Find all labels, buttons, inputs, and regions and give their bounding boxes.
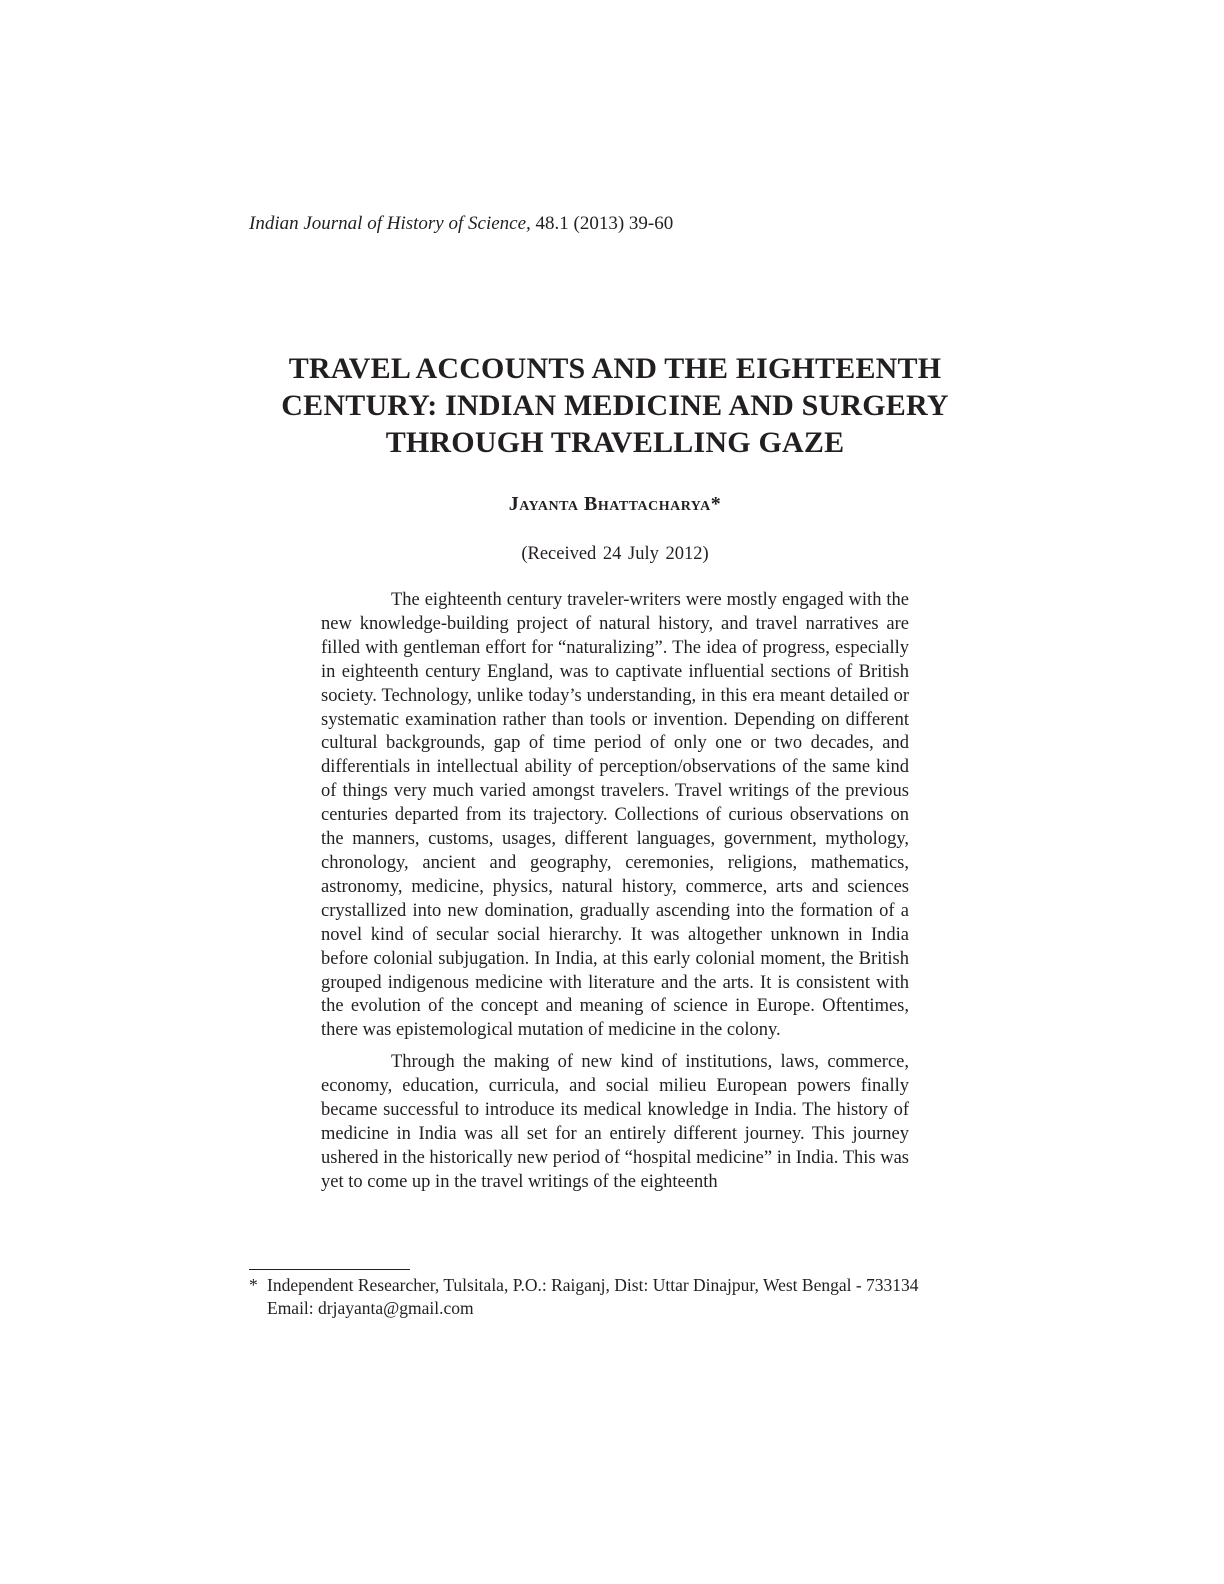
footnote-affiliation-line bbox=[249, 1274, 919, 1297]
title-line-1: TRAVEL ACCOUNTS AND THE EIGHTEENTH bbox=[288, 352, 942, 385]
journal-citation bbox=[249, 211, 673, 237]
title-line-3: THROUGH TRAVELLING GAZE bbox=[385, 426, 845, 459]
footnote-affiliation: Independent Researcher, Tulsitala, P.O.: Raiganj, Dist: Uttar Dinajpur, West Bengal - 733134 bbox=[267, 1275, 919, 1295]
abstract-paragraph-2: Through the making of new kind of institutions, laws, commerce, economy, education, curricula, and social milieu European powers finally became successful to introduce its medical knowledge in India. The history of medicine in India was all set for an entirely different journey. This journey ushered in the historically new period of “hospital medicine” in India. This was yet to come up in the travel writings of the eighteenth bbox=[321, 1052, 909, 1192]
footnote-mark: * bbox=[249, 1275, 258, 1295]
abstract bbox=[321, 589, 909, 1203]
volume-pages: 48.1 (2013) 39-60 bbox=[530, 213, 674, 234]
author-name: Jayanta Bhattacharya* bbox=[508, 493, 722, 515]
abstract-paragraph-1: The eighteenth century traveler-writers were mostly engaged with the new knowledge-building project of natural history, and travel narratives are filled with gentleman effort for “naturalizing”. The idea of progress, especially in eighteenth century England, was to captivate influential sections of British society. Technology, unlike today’s understanding, in this era meant detailed or systematic examination rather than tools or invention. Depending on different cultural backgrounds, gap of time period of only one or two decades, and differentials in intellectual ability of perception/observations of the same kind of things very much varied amongst travelers. Travel writings of the previous centuries departed from its trajectory. Collections of curious observations on the manners, customs, usages, different languages, government, mythology, chronology, ancient and geography, ceremonies, religions, mathematics, astronomy, medicine, physics, natural history, commerce, arts and sciences crystallized into new domination, gradually ascending into the formation of a novel kind of secular social hierarchy. It was altogether unknown in India before colonial subjugation. In India, at this early colonial moment, the British grouped indigenous medicine with literature and the arts. It is consistent with the evolution of the concept and meaning of science in Europe. Oftentimes, there was epistemological mutation of medicine in the colony. bbox=[321, 590, 909, 1041]
journal-name: Indian Journal of History of Science, bbox=[249, 213, 531, 234]
footnote-divider bbox=[249, 1269, 410, 1270]
author-footnote bbox=[249, 1274, 919, 1320]
article-title bbox=[200, 350, 1030, 461]
footnote-email: Email: drjayanta@gmail.com bbox=[267, 1298, 474, 1318]
received-date: (Received 24 July 2012) bbox=[521, 544, 709, 564]
title-line-2: CENTURY: INDIAN MEDICINE AND SURGERY bbox=[281, 389, 949, 422]
